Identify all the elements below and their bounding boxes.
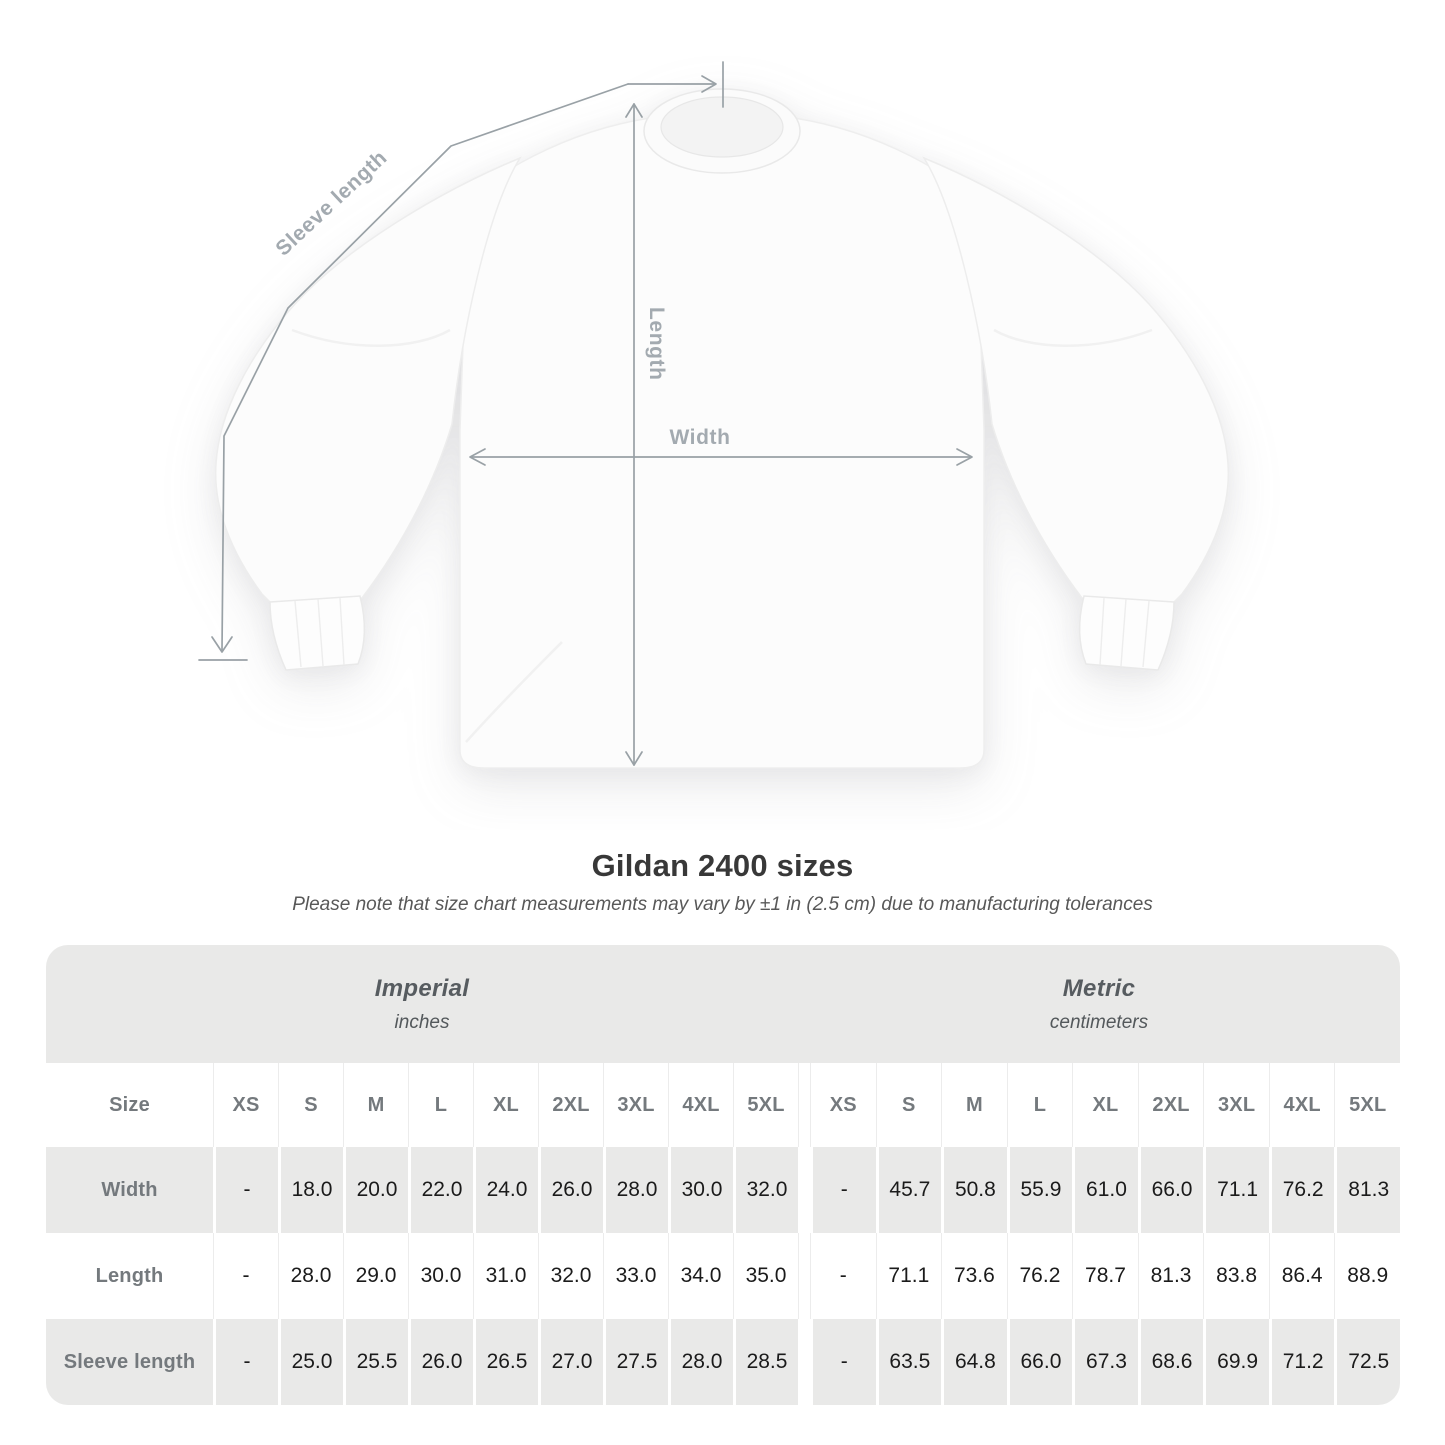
value-cell: 64.8 <box>941 1319 1007 1405</box>
metric-section-unit: centimeters <box>1049 1011 1149 1033</box>
value-cell: 25.5 <box>343 1319 408 1405</box>
value-cell: 55.9 <box>1007 1147 1073 1233</box>
value-cell: - <box>810 1233 876 1319</box>
value-cell: 28.5 <box>733 1319 798 1405</box>
tolerance-note: Please note that size chart measurements may vary by ±1 in (2.5 cm) due to manufacturing tolerances <box>292 894 1153 915</box>
imperial-section-unit: inches <box>394 1011 450 1033</box>
size-col-header: 5XL <box>1334 1063 1400 1147</box>
size-table <box>46 945 1400 1405</box>
value-cell: - <box>213 1147 278 1233</box>
value-cell: 28.0 <box>668 1319 733 1405</box>
value-cell: 76.2 <box>1007 1233 1073 1319</box>
value-cell: 27.5 <box>603 1319 668 1405</box>
row-label: Length <box>46 1233 213 1319</box>
value-cell: 71.1 <box>876 1233 942 1319</box>
size-col-header: L <box>408 1063 473 1147</box>
value-cell: - <box>213 1233 278 1319</box>
imperial-section-header <box>46 945 798 1063</box>
value-cell: 88.9 <box>1334 1233 1400 1319</box>
value-cell: 78.7 <box>1072 1233 1138 1319</box>
value-cell: 26.0 <box>538 1147 603 1233</box>
value-cell: 71.1 <box>1203 1147 1269 1233</box>
size-col-header: 4XL <box>668 1063 733 1147</box>
size-col-header: 5XL <box>733 1063 798 1147</box>
value-cell: 35.0 <box>733 1233 798 1319</box>
metric-section-title: Metric <box>1062 974 1136 1002</box>
value-cell: 76.2 <box>1269 1147 1335 1233</box>
table-row <box>46 1063 1400 1147</box>
table-row <box>46 1147 1400 1233</box>
value-cell: 67.3 <box>1072 1319 1138 1405</box>
value-cell: 72.5 <box>1334 1319 1400 1405</box>
size-col-header: 2XL <box>538 1063 603 1147</box>
size-col-header: 4XL <box>1269 1063 1335 1147</box>
value-cell: 50.8 <box>941 1147 1007 1233</box>
size-col-header: XS <box>213 1063 278 1147</box>
value-cell: 30.0 <box>668 1147 733 1233</box>
value-cell: 71.2 <box>1269 1319 1335 1405</box>
section-gap <box>798 1147 810 1233</box>
table-row <box>46 1233 1400 1319</box>
section-gap <box>798 1233 810 1319</box>
value-cell: 20.0 <box>343 1147 408 1233</box>
value-cell: 28.0 <box>278 1233 343 1319</box>
value-cell: 81.3 <box>1138 1233 1204 1319</box>
value-cell: 22.0 <box>408 1147 473 1233</box>
value-cell: 66.0 <box>1138 1147 1204 1233</box>
size-col-header: XL <box>473 1063 538 1147</box>
size-col-header: 3XL <box>603 1063 668 1147</box>
size-col-header: M <box>941 1063 1007 1147</box>
size-col-header: XS <box>810 1063 876 1147</box>
page-title: Gildan 2400 sizes <box>591 848 854 883</box>
shirt-right-cuff <box>1080 596 1174 670</box>
value-cell: 32.0 <box>733 1147 798 1233</box>
value-cell: 25.0 <box>278 1319 343 1405</box>
value-cell: 30.0 <box>408 1233 473 1319</box>
size-col-header: S <box>876 1063 942 1147</box>
value-cell: 32.0 <box>538 1233 603 1319</box>
size-table-grid <box>46 1063 1400 1405</box>
value-cell: 33.0 <box>603 1233 668 1319</box>
value-cell: - <box>213 1319 278 1405</box>
table-row <box>46 1319 1400 1405</box>
value-cell: 63.5 <box>876 1319 942 1405</box>
size-col-header: XL <box>1072 1063 1138 1147</box>
size-corner-label: Size <box>46 1063 213 1147</box>
value-cell: 26.0 <box>408 1319 473 1405</box>
value-cell: 83.8 <box>1203 1233 1269 1319</box>
value-cell: 28.0 <box>603 1147 668 1233</box>
value-cell: 68.6 <box>1138 1319 1204 1405</box>
sleeve-length-label: Sleeve length <box>271 146 392 261</box>
value-cell: 29.0 <box>343 1233 408 1319</box>
value-cell: 26.5 <box>473 1319 538 1405</box>
width-label: Width <box>669 426 731 449</box>
value-cell: 18.0 <box>278 1147 343 1233</box>
metric-section-header <box>798 945 1400 1063</box>
shirt-collar-inner <box>661 97 783 157</box>
imperial-section-title: Imperial <box>374 974 470 1002</box>
size-col-header: L <box>1007 1063 1073 1147</box>
size-col-header: M <box>343 1063 408 1147</box>
value-cell: 66.0 <box>1007 1319 1073 1405</box>
value-cell: - <box>810 1319 876 1405</box>
value-cell: 81.3 <box>1334 1147 1400 1233</box>
value-cell: 86.4 <box>1269 1233 1335 1319</box>
length-label: Length <box>645 307 668 381</box>
value-cell: 45.7 <box>876 1147 942 1233</box>
section-gap <box>798 1319 810 1405</box>
value-cell: 24.0 <box>473 1147 538 1233</box>
value-cell: 31.0 <box>473 1233 538 1319</box>
value-cell: 69.9 <box>1203 1319 1269 1405</box>
value-cell: 73.6 <box>941 1233 1007 1319</box>
value-cell: 61.0 <box>1072 1147 1138 1233</box>
heading-block <box>0 848 1445 916</box>
row-label: Width <box>46 1147 213 1233</box>
shirt-left-cuff <box>270 596 364 670</box>
section-gap <box>798 1063 810 1147</box>
value-cell: 27.0 <box>538 1319 603 1405</box>
unit-band <box>46 945 1400 1063</box>
size-col-header: 3XL <box>1203 1063 1269 1147</box>
row-label: Sleeve length <box>46 1319 213 1405</box>
size-col-header: S <box>278 1063 343 1147</box>
size-col-header: 2XL <box>1138 1063 1204 1147</box>
value-cell: - <box>810 1147 876 1233</box>
value-cell: 34.0 <box>668 1233 733 1319</box>
